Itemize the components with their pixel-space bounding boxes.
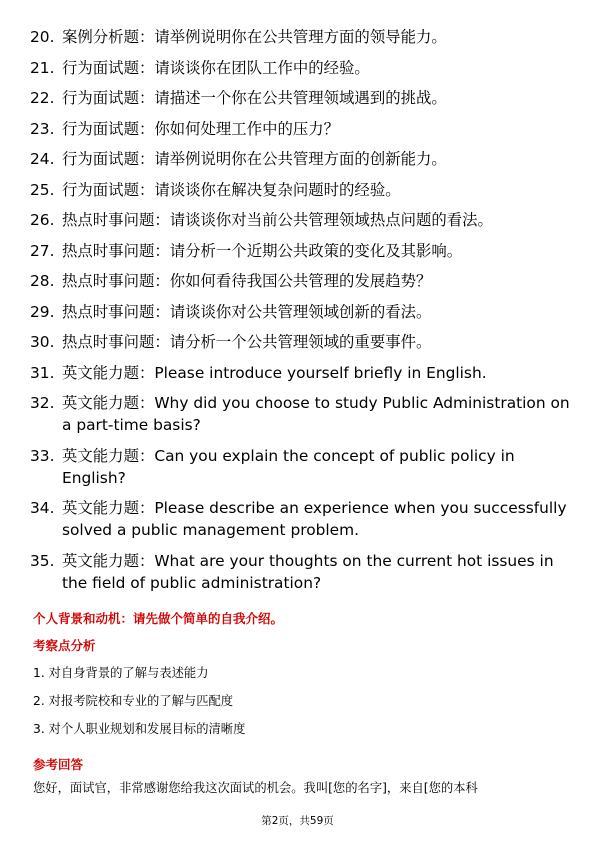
list-item xyxy=(30,240,570,262)
question-text: 行为面试题：请描述一个你在公共管理领域遇到的挑战。 xyxy=(62,89,447,107)
question-text: 热点时事问题：请分析一个近期公共政策的变化及其影响。 xyxy=(62,241,463,260)
question-text: 热点时事问题：请谈谈你对当前公共管理领域热点问题的看法。 xyxy=(62,211,493,229)
question-text: 英文能力题：What are your thoughts on the current hot issues in the field of public administration? xyxy=(62,551,554,592)
analysis-point: 3. 对个人职业规划和发展目标的清晰度 xyxy=(33,722,246,736)
question-text: 行为面试题：请谈谈你在团队工作中的经验。 xyxy=(62,58,370,77)
question-number: 33. xyxy=(30,446,55,465)
question-number: 21. xyxy=(30,58,55,77)
list-item xyxy=(30,392,570,436)
list-item xyxy=(30,57,570,79)
question-text: 英文能力题：Please describe an experience when you successfully solved a public management problem. xyxy=(62,499,567,539)
list-item xyxy=(30,87,570,109)
question-text: 行为面试题：请谈谈你在解决复杂问题时的经验。 xyxy=(62,180,401,199)
list-item xyxy=(30,445,570,489)
list-item xyxy=(30,497,570,541)
question-number: 28. xyxy=(30,272,55,290)
question-number: 24. xyxy=(30,150,55,168)
question-text: 案例分析题：请举例说明你在公共管理方面的领导能力。 xyxy=(62,28,447,46)
list-item xyxy=(30,148,570,170)
question-number: 31. xyxy=(30,363,55,382)
question-number: 35. xyxy=(30,551,55,570)
question-text: 热点时事问题：请分析一个公共管理领域的重要事件。 xyxy=(62,333,432,351)
question-number: 23. xyxy=(30,119,55,138)
question-text: 行为面试题：请举例说明你在公共管理方面的创新能力。 xyxy=(62,150,447,168)
question-text: 英文能力题：Can you explain the concept of public policy in English? xyxy=(62,446,515,487)
list-item xyxy=(30,118,570,140)
question-text: 英文能力题：Why did you choose to study Public Administration on a part-time basis? xyxy=(62,394,570,434)
list-item xyxy=(30,331,570,353)
question-number: 25. xyxy=(30,180,55,199)
list-item xyxy=(30,362,570,384)
question-number: 30. xyxy=(30,333,55,351)
question-number: 20. xyxy=(30,28,55,46)
question-number: 22. xyxy=(30,89,55,107)
question-text: 行为面试题：你如何处理工作中的压力？ xyxy=(62,119,340,138)
analysis-point: 2. 对报考院校和专业的了解与匹配度 xyxy=(33,694,234,708)
question-text: 热点时事问题：你如何看待我国公共管理的发展趋势？ xyxy=(62,272,432,290)
list-item xyxy=(30,301,570,323)
analysis-point: 1. 对自身背景的了解与表述能力 xyxy=(33,666,209,680)
reference-answer: 您好，面试官，非常感谢您给我这次面试的机会。我叫[您的名字]，来自[您的本科 xyxy=(33,781,478,795)
analysis-title: 考察点分析 xyxy=(33,638,96,653)
list-item xyxy=(30,179,570,201)
list-item xyxy=(30,209,570,231)
question-text: 英文能力题：Please introduce yourself briefly in English. xyxy=(62,363,487,382)
question-number: 26. xyxy=(30,211,55,229)
list-item xyxy=(30,550,570,594)
question-number: 32. xyxy=(30,394,55,412)
section-heading: 个人背景和动机：请先做个简单的自我介绍。 xyxy=(33,611,284,626)
list-item xyxy=(30,270,570,292)
question-number: 27. xyxy=(30,241,55,260)
page-footer: 第2页，共59页 xyxy=(261,815,334,827)
question-text: 热点时事问题：请谈谈你对公共管理领域创新的看法。 xyxy=(62,302,432,321)
list-item xyxy=(30,26,570,48)
reference-title: 参考回答 xyxy=(33,757,84,772)
question-list xyxy=(30,26,570,602)
question-number: 29. xyxy=(30,302,55,321)
question-number: 34. xyxy=(30,499,55,517)
